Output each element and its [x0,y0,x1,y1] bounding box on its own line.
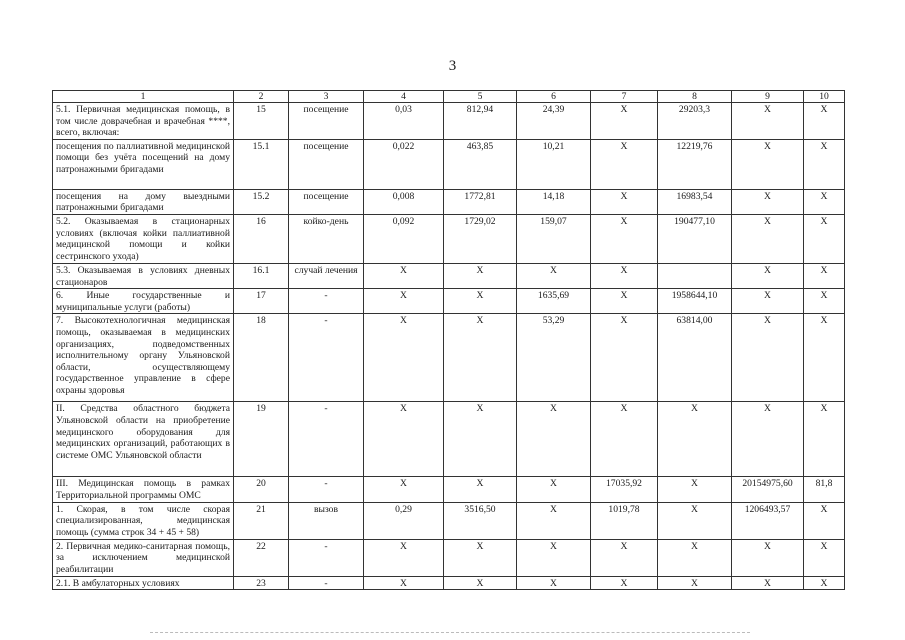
row-value-cell: 1206493,57 [732,502,804,539]
row-value-cell: 12219,76 [658,139,732,189]
row-value-cell: 63814,00 [658,314,732,402]
row-value-cell: X [732,263,804,288]
row-value-cell: X [658,477,732,502]
column-header: 7 [591,91,658,103]
row-code-cell: 23 [234,576,289,590]
row-name-cell: посещения на дому выездными патронажными бригадами [53,189,234,214]
row-name-cell: 2.1. В амбулаторных условиях [53,576,234,590]
row-name-cell: 5.1. Первичная медицинская помощь, в том числе доврачебная и врачебная ****, всего, включая: [53,103,234,140]
row-value-cell: X [804,263,845,288]
row-value-cell: X [364,289,444,314]
row-code-cell: 21 [234,502,289,539]
row-value-cell: X [804,502,845,539]
row-value-cell: 812,94 [444,103,517,140]
row-value-cell: 1958644,10 [658,289,732,314]
row-value-cell: X [364,539,444,576]
row-value-cell: X [804,139,845,189]
row-name-cell: III. Медицинская помощь в рамках Территориальной программы ОМС [53,477,234,502]
row-value-cell: X [444,263,517,288]
row-value-cell: 24,39 [517,103,591,140]
row-value-cell: X [732,402,804,477]
row-value-cell: X [591,139,658,189]
row-value-cell: X [804,402,845,477]
row-value-cell: X [732,539,804,576]
row-value-cell: X [732,139,804,189]
row-value-cell: 0,03 [364,103,444,140]
row-code-cell: 20 [234,477,289,502]
table-row [53,502,845,539]
row-name-cell: посещения по паллиативной медицинской помощи без учёта посещений на дому патронажными бригадами [53,139,234,189]
row-value-cell: X [591,402,658,477]
row-value-cell: X [444,576,517,590]
row-unit-cell: - [289,289,364,314]
row-value-cell: X [364,263,444,288]
table-row [53,263,845,288]
row-value-cell: X [444,402,517,477]
table-row [53,576,845,590]
row-value-cell: X [517,402,591,477]
table-row [53,139,845,189]
row-unit-cell: посещение [289,189,364,214]
row-unit-cell: - [289,314,364,402]
row-value-cell: X [517,576,591,590]
row-code-cell: 16.1 [234,263,289,288]
row-value-cell: X [591,189,658,214]
table-row [53,289,845,314]
column-header: 3 [289,91,364,103]
row-code-cell: 15 [234,103,289,140]
row-code-cell: 22 [234,539,289,576]
table-row [53,314,845,402]
row-value-cell: X [591,214,658,263]
row-value-cell: X [517,502,591,539]
row-value-cell: X [364,576,444,590]
row-value-cell: X [804,189,845,214]
row-value-cell: 1019,78 [591,502,658,539]
column-header: 10 [804,91,845,103]
row-unit-cell: - [289,539,364,576]
data-table [52,90,845,590]
row-value-cell: 17035,92 [591,477,658,502]
row-unit-cell: - [289,576,364,590]
row-unit-cell: вызов [289,502,364,539]
row-value-cell: X [444,314,517,402]
row-unit-cell: - [289,402,364,477]
row-name-cell: 6. Иные государственные и муниципальные услуги (работы) [53,289,234,314]
row-value-cell: X [591,539,658,576]
row-value-cell: X [732,314,804,402]
page-number: 3 [448,58,457,74]
row-code-cell: 19 [234,402,289,477]
row-value-cell: X [444,289,517,314]
row-value-cell: 1635,69 [517,289,591,314]
row-value-cell: 10,21 [517,139,591,189]
row-value-cell: X [658,502,732,539]
row-code-cell: 15.1 [234,139,289,189]
row-value-cell: X [804,214,845,263]
row-code-cell: 16 [234,214,289,263]
row-value-cell [658,263,732,288]
row-value-cell: 53,29 [517,314,591,402]
row-value-cell: X [658,539,732,576]
row-value-cell: X [732,189,804,214]
row-name-cell: 2. Первичная медико-санитарная помощь, за исключением медицинской реабилитации [53,539,234,576]
column-header: 5 [444,91,517,103]
column-header: 4 [364,91,444,103]
row-value-cell: 1729,02 [444,214,517,263]
column-header: 1 [53,91,234,103]
row-name-cell: 7. Высокотехнологичная медицинская помощь, оказываемая в медицинских организациях, подведомственных исполнительному органу Ульяновской области, осуществляющему государственное управление в сфере охраны здоровья [53,314,234,402]
row-value-cell: X [444,477,517,502]
row-value-cell: 190477,10 [658,214,732,263]
row-code-cell: 15.2 [234,189,289,214]
row-value-cell: 16983,54 [658,189,732,214]
row-value-cell: 1772,81 [444,189,517,214]
row-unit-cell: посещение [289,103,364,140]
row-unit-cell: посещение [289,139,364,189]
row-value-cell: X [444,539,517,576]
row-value-cell: X [364,402,444,477]
row-value-cell: 0,29 [364,502,444,539]
row-value-cell: 0,008 [364,189,444,214]
row-value-cell: X [804,103,845,140]
row-unit-cell: случай лечения [289,263,364,288]
row-code-cell: 17 [234,289,289,314]
row-value-cell: X [364,314,444,402]
column-header: 6 [517,91,591,103]
row-value-cell: X [658,576,732,590]
table-row [53,189,845,214]
row-value-cell: X [804,314,845,402]
row-name-cell: II. Средства областного бюджета Ульяновской области на приобретение медицинского оборудования для медицинских организаций, работающих в системе ОМС Ульяновской области [53,402,234,477]
column-header: 2 [234,91,289,103]
row-value-cell: 81,8 [804,477,845,502]
row-value-cell: 0,022 [364,139,444,189]
row-value-cell: X [732,576,804,590]
table-row [53,539,845,576]
row-value-cell: X [591,289,658,314]
row-value-cell: X [517,263,591,288]
row-name-cell: 5.3. Оказываемая в условиях дневных стационаров [53,263,234,288]
row-unit-cell: - [289,477,364,502]
row-value-cell: X [658,402,732,477]
page-bottom-rule [150,632,750,634]
row-value-cell: 159,07 [517,214,591,263]
row-value-cell: X [591,576,658,590]
row-name-cell: 5.2. Оказываемая в стационарных условиях (включая койки паллиативной медицинской помощи и койки сестринского ухода) [53,214,234,263]
table-row [53,103,845,140]
row-value-cell: 20154975,60 [732,477,804,502]
row-value-cell: 463,85 [444,139,517,189]
column-header: 9 [732,91,804,103]
row-value-cell: 14,18 [517,189,591,214]
row-value-cell: X [804,539,845,576]
table-row [53,214,845,263]
table-row [53,402,845,477]
row-value-cell: X [732,289,804,314]
table-row [53,477,845,502]
row-value-cell: X [364,477,444,502]
row-unit-cell: койко-день [289,214,364,263]
row-value-cell: X [732,214,804,263]
row-value-cell: 0,092 [364,214,444,263]
row-value-cell: X [591,314,658,402]
column-header: 8 [658,91,732,103]
table-header-row [53,91,845,103]
row-value-cell: X [591,263,658,288]
row-value-cell: X [591,103,658,140]
row-value-cell: X [804,289,845,314]
row-name-cell: 1. Скорая, в том числе скорая специализированная, медицинская помощь (сумма строк 34 + 45 + 58) [53,502,234,539]
row-value-cell: 3516,50 [444,502,517,539]
row-value-cell: X [804,576,845,590]
row-value-cell: X [517,539,591,576]
row-value-cell: X [517,477,591,502]
row-code-cell: 18 [234,314,289,402]
row-value-cell: 29203,3 [658,103,732,140]
row-value-cell: X [732,103,804,140]
